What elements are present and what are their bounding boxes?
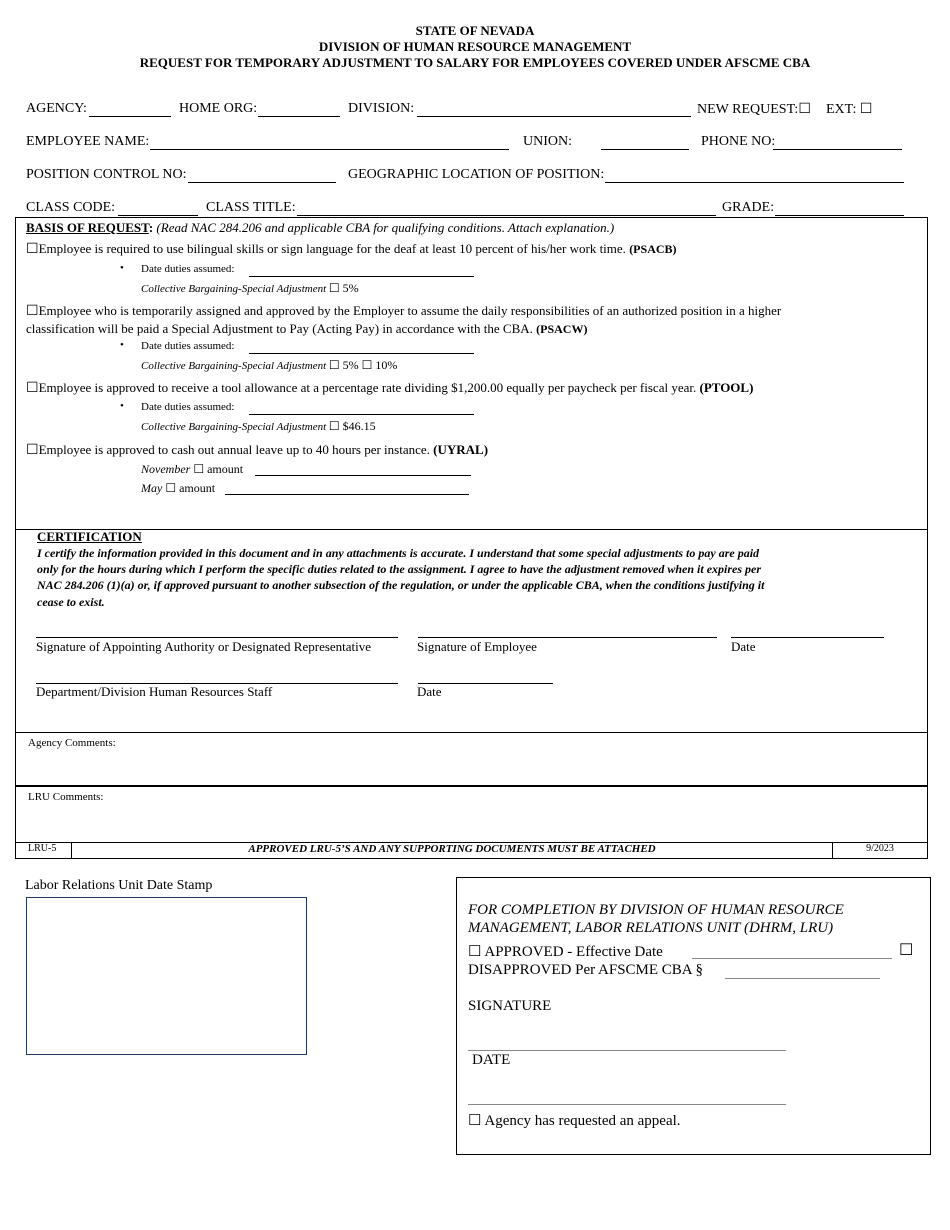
ptool-checkbox[interactable]: ☐ <box>26 380 39 396</box>
date-stamp-label: Labor Relations Unit Date Stamp <box>25 878 213 893</box>
psacw-adjustment <box>141 358 397 373</box>
november-label: November <box>141 462 191 476</box>
form-header-division: DIVISION OF HUMAN RESOURCE MANAGEMENT <box>318 39 632 54</box>
disapproved-checkbox[interactable]: ☐ <box>899 942 914 959</box>
psacb-adjustment <box>141 281 359 296</box>
november-amount-field[interactable] <box>255 475 471 476</box>
november-amount-checkbox[interactable]: ☐ amount <box>193 462 244 476</box>
signature-field[interactable] <box>468 1050 786 1051</box>
basis-colon: : <box>148 220 154 235</box>
basis-note: (Read NAC 284.206 and applicable CBA for qualifying conditions. Attach explanation.) <box>156 220 615 235</box>
psacb-option[interactable]: ☐ 5% <box>328 281 359 295</box>
position-control-label: POSITION CONTROL NO: <box>26 167 187 182</box>
psacw-date-label: Date duties assumed: <box>141 340 235 352</box>
certification-line-2: only for the hours during which I perform the specific duties related to the assignment. I agree to have the adjustment removed when it expires per <box>37 562 762 576</box>
form-version: 9/2023 <box>866 843 894 854</box>
uyral-text: Employee is approved to cash out annual leave up to 40 hours per instance. <box>38 442 434 457</box>
psacw-text-b: classification will be paid a Special Adjustment to Pay (Acting Pay) in accordance with the CBA. <box>26 321 537 336</box>
psacw-text-a: Employee who is temporarily assigned and approved by the Employer to assume the daily responsibilities of an authorized position in a higher <box>38 303 782 318</box>
uyral-checkbox[interactable]: ☐ <box>26 442 39 458</box>
geo-location-label: GEOGRAPHIC LOCATION OF POSITION: <box>348 167 605 182</box>
section-divider <box>15 529 928 530</box>
date-label-1: Date <box>731 639 756 654</box>
date-line-1[interactable] <box>731 637 884 638</box>
agency-field[interactable] <box>89 116 171 117</box>
agency-comments-label: Agency Comments: <box>28 737 116 749</box>
employee-name-label: EMPLOYEE NAME: <box>26 134 150 149</box>
item-psacb <box>26 241 677 257</box>
division-field[interactable] <box>417 116 691 117</box>
division-label: DIVISION: <box>348 101 415 116</box>
form-title: REQUEST FOR TEMPORARY ADJUSTMENT TO SALARY FOR EMPLOYEES COVERED UNDER AFSCME CBA <box>139 55 811 70</box>
certification-line-3: NAC 284.206 (1)(a) or, if approved pursuant to another subsection of the regulation, or under the applicable CBA, when the conditions justifying it <box>37 578 765 592</box>
item-uyral <box>26 442 488 458</box>
geo-location-field[interactable] <box>605 182 904 183</box>
cba-section-field[interactable] <box>725 978 880 979</box>
union-field[interactable] <box>601 149 689 150</box>
agency-comments-field[interactable] <box>17 750 925 784</box>
employee-signature-label: Signature of Employee <box>417 639 537 654</box>
item-ptool <box>26 380 753 396</box>
bullet: • <box>120 339 124 351</box>
footer-notice: APPROVED LRU-5’S AND ANY SUPPORTING DOCUMENTS MUST BE ATTACHED <box>248 843 656 855</box>
ext-checkbox[interactable]: EXT: ☐ <box>826 102 873 117</box>
certification-title: CERTIFICATION <box>37 529 142 544</box>
form-header-state: STATE OF NEVADA <box>415 23 535 38</box>
ptool-option[interactable]: ☐ $46.15 <box>328 419 376 433</box>
new-request-checkbox[interactable]: NEW REQUEST:☐ <box>697 102 811 117</box>
home-org-field[interactable] <box>258 116 340 117</box>
ptool-date-label: Date duties assumed: <box>141 401 235 413</box>
approved-checkbox[interactable]: ☐ APPROVED - Effective Date <box>468 944 663 960</box>
certification-line-4: cease to exist. <box>37 595 105 609</box>
hr-staff-label: Department/Division Human Resources Staff <box>36 684 273 699</box>
agency-label: AGENCY: <box>26 101 87 116</box>
class-code-field[interactable] <box>118 215 198 216</box>
ptool-adj-label: Collective Bargaining-Special Adjustment <box>141 421 327 433</box>
disapproved-label: DISAPPROVED Per AFSCME CBA § <box>468 962 704 978</box>
date-field[interactable] <box>468 1104 786 1105</box>
may-amount-field[interactable] <box>225 494 469 495</box>
effective-date-field[interactable] <box>692 958 892 959</box>
psacb-adj-label: Collective Bargaining-Special Adjustment <box>141 283 327 295</box>
position-control-field[interactable] <box>188 182 336 183</box>
may-amount-checkbox[interactable]: ☐ amount <box>165 481 216 495</box>
home-org-label: HOME ORG: <box>179 101 258 116</box>
completion-title-2: MANAGEMENT, LABOR RELATIONS UNIT (DHRM, LRU) <box>468 920 834 936</box>
ptool-code: (PTOOL) <box>699 380 754 395</box>
item-psacw <box>26 303 781 319</box>
class-title-label: CLASS TITLE: <box>206 200 296 215</box>
class-title-field[interactable] <box>297 215 716 216</box>
uyral-november <box>141 462 243 477</box>
completion-title-1: FOR COMPLETION BY DIVISION OF HUMAN RESOURCE <box>468 902 844 918</box>
union-label: UNION: <box>523 134 572 149</box>
ptool-adjustment <box>141 419 376 434</box>
employee-name-field[interactable] <box>150 149 509 150</box>
date-label-2: Date <box>417 684 442 699</box>
authority-signature-label: Signature of Appointing Authority or Designated Representative <box>36 639 372 654</box>
psacw-checkbox[interactable]: ☐ <box>26 303 39 319</box>
ptool-date-field[interactable] <box>249 414 474 415</box>
employee-signature-line[interactable] <box>418 637 717 638</box>
date-stamp-box <box>26 897 307 1055</box>
certification-line-1: I certify the information provided in this document and in any attachments is accurate. I understand that some special adjustments to pay are paid <box>37 546 760 560</box>
comments-divider-2 <box>15 785 928 787</box>
phone-field[interactable] <box>773 149 902 150</box>
may-label: May <box>141 481 163 495</box>
basis-title: BASIS OF REQUEST <box>26 220 149 235</box>
psacb-date-field[interactable] <box>249 276 474 277</box>
psacw-date-field[interactable] <box>249 353 474 354</box>
class-code-label: CLASS CODE: <box>26 200 116 215</box>
comments-divider <box>15 732 928 733</box>
basis-heading <box>26 220 614 236</box>
uyral-may <box>141 481 215 496</box>
date-label: DATE <box>472 1052 511 1068</box>
psacb-code: (PSACB) <box>629 242 677 256</box>
lru-comments-field[interactable] <box>17 804 925 840</box>
bullet: • <box>120 262 124 274</box>
appeal-checkbox[interactable]: ☐ Agency has requested an appeal. <box>468 1113 681 1129</box>
psacb-checkbox[interactable]: ☐ <box>26 241 39 257</box>
psacb-text: Employee is required to use bilingual skills or sign language for the deaf at least 10 percent of his/her work time. <box>38 241 630 256</box>
psacw-options[interactable]: ☐ 5% ☐ 10% <box>328 358 398 372</box>
signature-label: SIGNATURE <box>468 998 552 1014</box>
grade-field[interactable] <box>775 215 904 216</box>
psacw-code: (PSACW) <box>536 322 588 336</box>
item-psacw-cont <box>26 321 587 337</box>
lru-comments-label: LRU Comments: <box>28 791 104 803</box>
phone-label: PHONE NO: <box>701 134 776 149</box>
form-id: LRU-5 <box>28 843 57 854</box>
bullet: • <box>120 400 124 412</box>
grade-label: GRADE: <box>722 200 775 215</box>
psacw-adj-label: Collective Bargaining-Special Adjustment <box>141 360 327 372</box>
authority-signature-line[interactable] <box>36 637 398 638</box>
ptool-text: Employee is approved to receive a tool allowance at a percentage rate dividing $1,200.00 equally per paycheck per fiscal year. <box>38 380 700 395</box>
uyral-code: (UYRAL) <box>433 442 489 457</box>
psacb-date-label: Date duties assumed: <box>141 263 235 275</box>
